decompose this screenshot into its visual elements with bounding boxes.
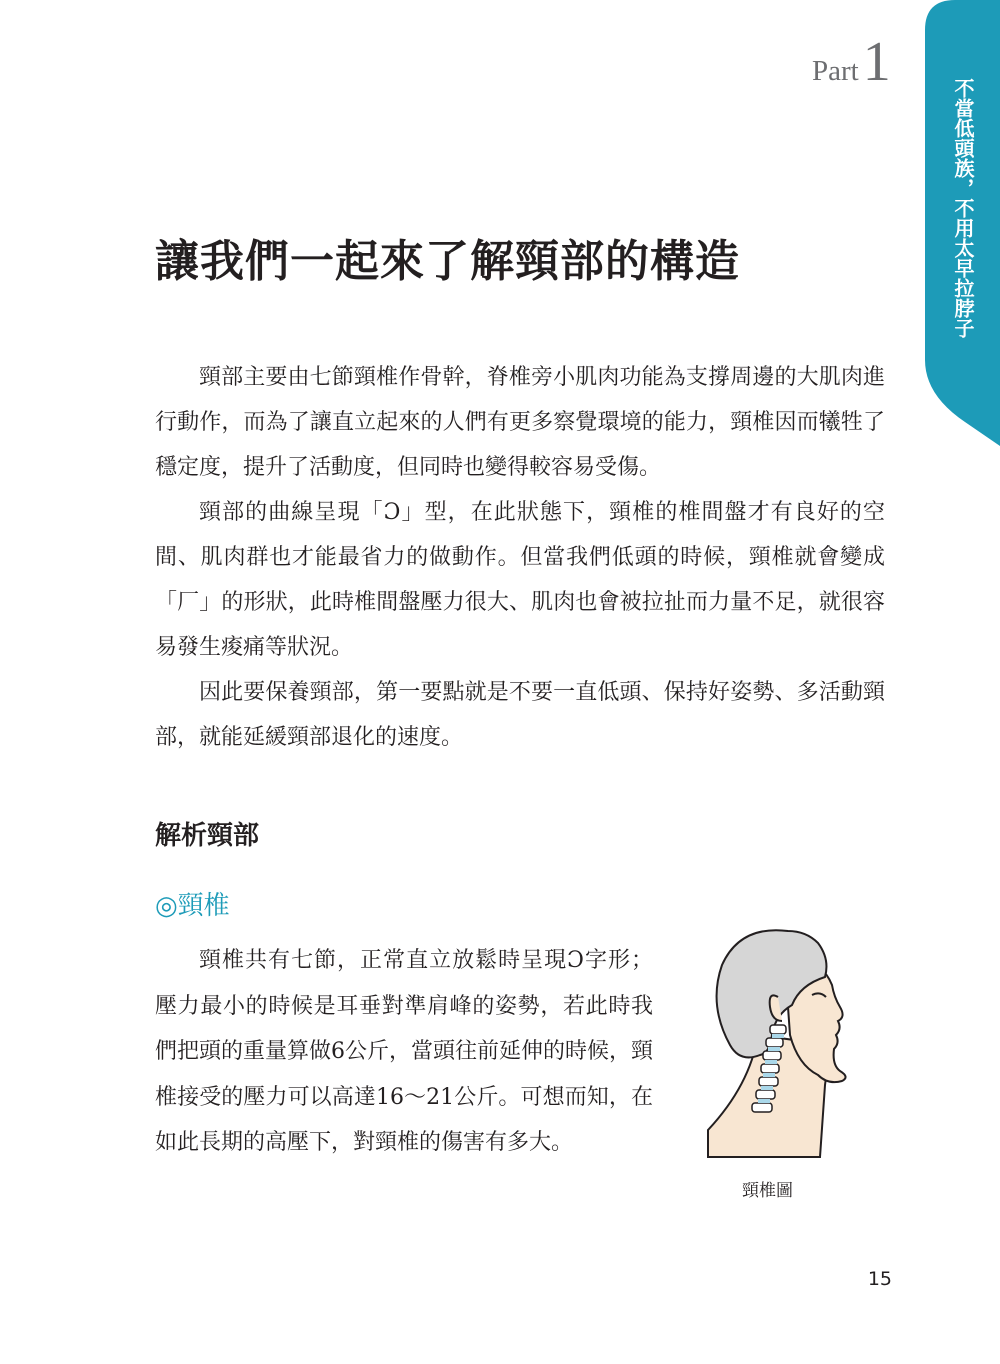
paragraph-1: 頸部主要由七節頸椎作骨幹，脊椎旁小肌肉功能為支撐周邊的大肌肉進行動作，而為了讓直立起來的人們有更多察覺環境的能力，頸椎因而犧牲了穩定度，提升了活動度，但同時也變得較容易受傷。 xyxy=(155,365,885,480)
vertebra xyxy=(770,1025,786,1034)
cervical-text xyxy=(155,938,653,1166)
paragraph-2: 頸部的曲線呈現「Ɔ」型，在此狀態下，頸椎的椎間盤才有良好的空間、肌肉群也才能最省力的做動作。但當我們低頭的時候，頸椎就會變成「厂」的形狀，此時椎間盤壓力很大、肌肉也會被拉扯而力量不足，就很容易發生痠痛等狀況。 xyxy=(155,500,885,660)
disc xyxy=(768,1047,780,1051)
paragraph-3: 因此要保養頸部，第一要點就是不要一直低頭、保持好姿勢、多活動頸部，就能延緩頸部退化的速度。 xyxy=(155,680,885,750)
part-number: 1 xyxy=(862,31,891,93)
vertebra xyxy=(756,1090,775,1099)
side-tab-label: 不當低頭族，不用太早拉脖子 xyxy=(951,78,975,338)
part-label xyxy=(812,31,891,93)
figure-caption: 頸椎圖 xyxy=(742,1181,793,1201)
disc xyxy=(772,1034,784,1038)
cervical-paragraph: 頸椎共有七節，正常直立放鬆時呈現Ɔ字形；壓力最小的時候是耳垂對準肩峰的姿勢，若此時我們把頭的重量算做6公斤，當頭往前延伸的時候，頸椎接受的壓力可以高達16～21公斤。可想而知，在如此長期的高壓下，對頸椎的傷害有多大。 xyxy=(155,948,653,1155)
vertebra xyxy=(766,1038,783,1047)
part-word: Part xyxy=(812,55,859,87)
vertebra xyxy=(752,1103,772,1112)
vertebra xyxy=(759,1077,778,1086)
disc xyxy=(761,1086,773,1090)
section-heading: 解析頸部 xyxy=(155,821,260,851)
page-title: 讓我們一起來了解頸部的構造 xyxy=(155,236,740,287)
vertebra xyxy=(763,1051,781,1060)
disc xyxy=(758,1099,770,1103)
disc xyxy=(765,1060,777,1064)
chapter-side-tab xyxy=(925,0,1000,450)
disc xyxy=(763,1073,775,1077)
cervical-spine-figure xyxy=(700,925,860,1165)
sub-heading: ◎頸椎 xyxy=(155,891,230,921)
neck-illustration xyxy=(700,925,860,1165)
body-text xyxy=(155,355,885,760)
page-number: 15 xyxy=(867,1268,892,1290)
vertebra xyxy=(761,1064,779,1073)
